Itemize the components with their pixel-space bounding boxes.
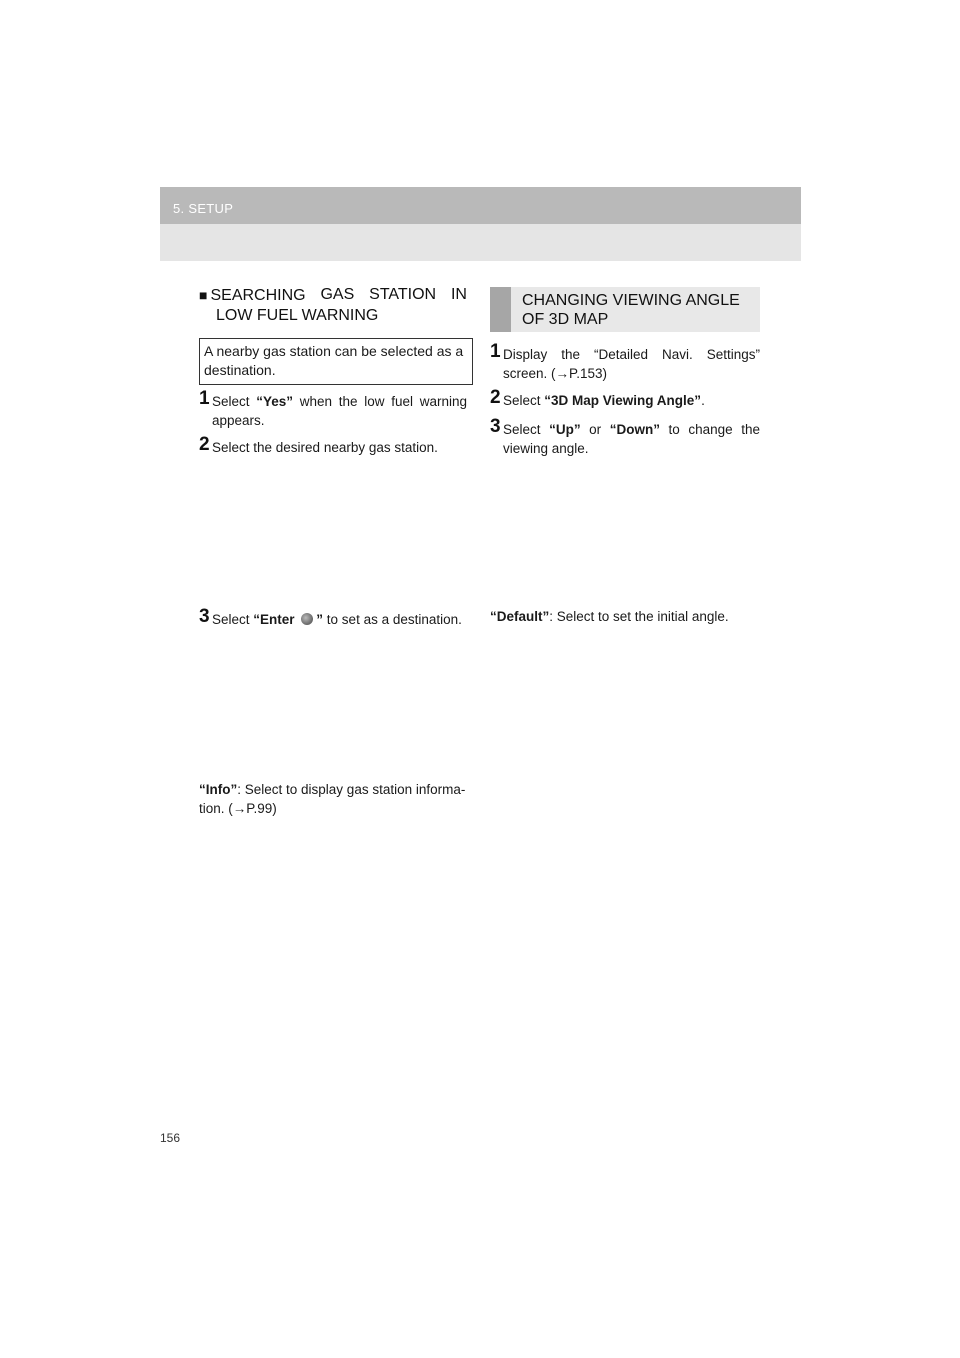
- header-subband: [160, 224, 801, 261]
- step-number: 3: [490, 416, 501, 437]
- header-band: [160, 187, 801, 224]
- square-bullet-icon: ■: [199, 287, 208, 303]
- enter-icon: [301, 613, 313, 625]
- right-step-3: 3 Select “Up” or “Down” to change the viewing angle.: [490, 416, 760, 456]
- left-section-heading: ■ SEARCHING GAS STATION IN LOW FUEL WARNING: [199, 286, 467, 324]
- right-step-1: 1 Display the “Detailed Navi. Settings” screen. (→P.153): [490, 341, 760, 381]
- step-number: 1: [490, 341, 501, 362]
- heading-stripe: [490, 287, 511, 332]
- left-step-3: 3 Select “Enter ” to set as a destination.: [199, 606, 462, 627]
- left-step-2: 2 Select the desired nearby gas station.: [199, 434, 438, 455]
- right-note: “Default”: Select to set the initial angle.: [490, 609, 729, 624]
- step-number: 2: [199, 434, 210, 455]
- step-number: 1: [199, 388, 210, 409]
- section-label: 5. SETUP: [173, 201, 234, 216]
- right-step-2: 2 Select “3D Map Viewing Angle”.: [490, 387, 705, 408]
- page-number: 156: [160, 1131, 181, 1145]
- info-box: A nearby gas station can be selected as a destination.: [199, 338, 473, 385]
- left-step-1: 1 Select “Yes” when the low fuel warning appears.: [199, 388, 467, 428]
- left-note: “Info”: Select to display gas station informa-tion. (→P.99): [199, 782, 466, 816]
- right-section-heading: CHANGING VIEWING ANGLE OF 3D MAP: [490, 287, 760, 332]
- step-number: 2: [490, 387, 501, 408]
- step-number: 3: [199, 606, 210, 627]
